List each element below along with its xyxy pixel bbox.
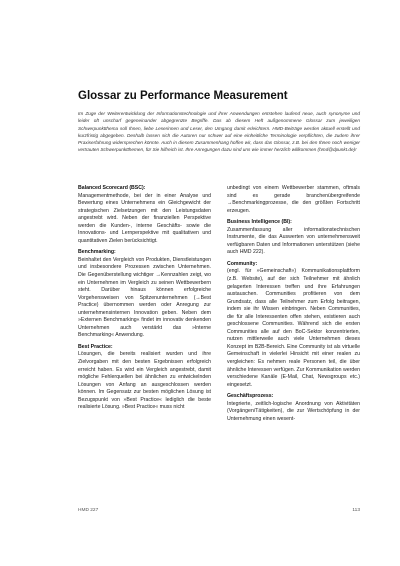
- glossary-definition: Integrierte, zeitlich-logische Anordnung von Aktivitäten (Vorgängen/Tätigkeiten), die zur Wertschöpfung in der Unternehmung einen wesent-: [227, 400, 360, 422]
- glossary-entry-best-practice: [78, 344, 211, 412]
- left-column: [78, 185, 211, 416]
- glossary-definition: (engl. für »Gemeinschaft«) Kommunikationsplattform (z.B. Website), auf der sich Teilnehmer mit ähnlich gelagerten Interessen treffen und ihre Erfahrungen austauschen. Communities profitieren von dem Grundsatz, dass alle Teilnehmer zum Erfolg beitragen, indem sie ihr Wissen einbringen. Neben Communities, die für alle Interessenten offen stehen, existieren auch geschlossene Communities. Während sich die ersten Communities alle auf den BoC-Sektor konzentrierten, nutzen mittlerweile auch viele Unternehmen dieses Konzept im B2B-Bereich. Eine Community ist als virtuelle Gemeinschaft in vielerlei Hinsicht mit einer realen zu vergleichen: Es nehmen reale Personen teil, die über ähnliche Interessen verfügen. Zur Kommunikation werden verschiedene Kanäle (E-Mail, Chat, Newsgroups etc.) eingesetzt.: [227, 268, 360, 388]
- glossary-term: Balanced Scorecard (BSC):: [78, 185, 146, 191]
- intro-paragraph: Im Zuge der Weiterentwicklung der Informationstechnologie und ihrer Anwendungen entstehen laufend neue, auch synonyme und leider oft unscharf gegeneinander abgegrenzte Begriffe. Das ab diesem Heft außgenommene Glossar zum jeweiligen Schwerpunktthema soll Ihnen, liebe Leserinnen und Leser, den Umgang damit erleichtern. HMD-Beiträge werden aktuell erstellt und kurzfristig abgegeben. Deshalb lassen sich die Autoren nur schwer auf eine einheitliche Terminologie verpflichten, die zudem ihrer Praxiserfahrung widersprechen könnte. Auch in diesem Zusammenhang hoffen wir, dass das Glossar, z.B. bei den Ihnen noch weniger vertrauten Schwerpunktthemen, für Sie hilfreich ist. Ihre Anregungen dazu sind uns wie immer herzlich willkommen (hmd@dpunkt.de)!: [78, 111, 360, 153]
- glossary-definition: Zusammenfassung aller informationstechnischen Instrumente, die das Auswerten von unternehmensweit verfügbaren Daten und Informationen unterstützen (siehe auch HMD 222).: [227, 226, 360, 256]
- glossary-entry-geschaeftsprozess: [227, 393, 360, 423]
- page-title: Glossar zu Performance Measurement: [78, 90, 288, 102]
- glossary-entry-bsc: [78, 185, 211, 245]
- right-column: [227, 185, 360, 427]
- glossary-term: Benchmarking:: [78, 249, 116, 256]
- glossary-entry-continuation: [227, 185, 360, 215]
- glossary-definition: unbedingt von einem Wettbewerber stammen, oftmals sind es gerade branchenübergreifende →Benchmarkingprozesse, die den größten Fortschritt erzeugen.: [227, 185, 360, 214]
- footer-issue: HMD 227: [78, 508, 99, 513]
- glossary-entry-bi: [227, 219, 360, 257]
- glossary-entry-community: [227, 261, 360, 389]
- glossary-definition: Beinhaltet den Vergleich von Produkten, Dienstleistungen und insbesondere Prozessen zwischen Unternehmen. Die Gegenüberstellung wichtiger →Kennzahlen zeigt, wo ein Unternehmen im Vergleich zu seinen Wettbewerbern steht. Darüber hinaus können erfolgreiche Vorgehensweisen von Spitzenunternehmen (→Best Practice) übernommen werden oder Anregung zur unternehmensinternen Innovation geben. Neben dem »Externen Benchmarking« findet im innovativ denkenden Unternehmen auch verstärkt das »Interne Benchmarking« Anwendung.: [78, 256, 211, 339]
- glossary-term: Community:: [227, 260, 258, 267]
- glossary-definition: Managementmethode, bei der in einer Analyse und Bewertung eines Unternehmens ein Gleichgewicht der strategischen Zielsetzungen mit den Leistungsdaten angestrebt wird. Neben der finanziellen Perspektive werden die Kunden-, interne Geschäfts- sowie die Innovations- und Lernperspektive mit qualitativen und quantitativen Zielen berücksichtigt.: [78, 192, 211, 244]
- footer-page-number: 113: [352, 508, 360, 513]
- glossary-definition: Lösungen, die bereits realisiert wurden und ihre Zielvorgaben mit den besten Ergebnissen erfolgreich erreicht haben. Es wird ein Vergleich angestrebt, damit mögliche Fehlerquellen bei ähnlichen zu entwickelnden Lösungen von Anfang an ausgeschlossen werden können. Im Gegensatz zur besten möglichen Lösung ist Bezugspunkt von »Best Practice« lediglich die beste realisierte Lösung. »Best Practice« muss nicht: [78, 351, 211, 411]
- glossary-term: Best Practice:: [78, 343, 113, 350]
- glossary-term: Geschäftsprozess:: [227, 393, 274, 400]
- glossary-term: Business Intelligence (BI):: [227, 219, 292, 226]
- glossary-entry-benchmarking: [78, 249, 211, 340]
